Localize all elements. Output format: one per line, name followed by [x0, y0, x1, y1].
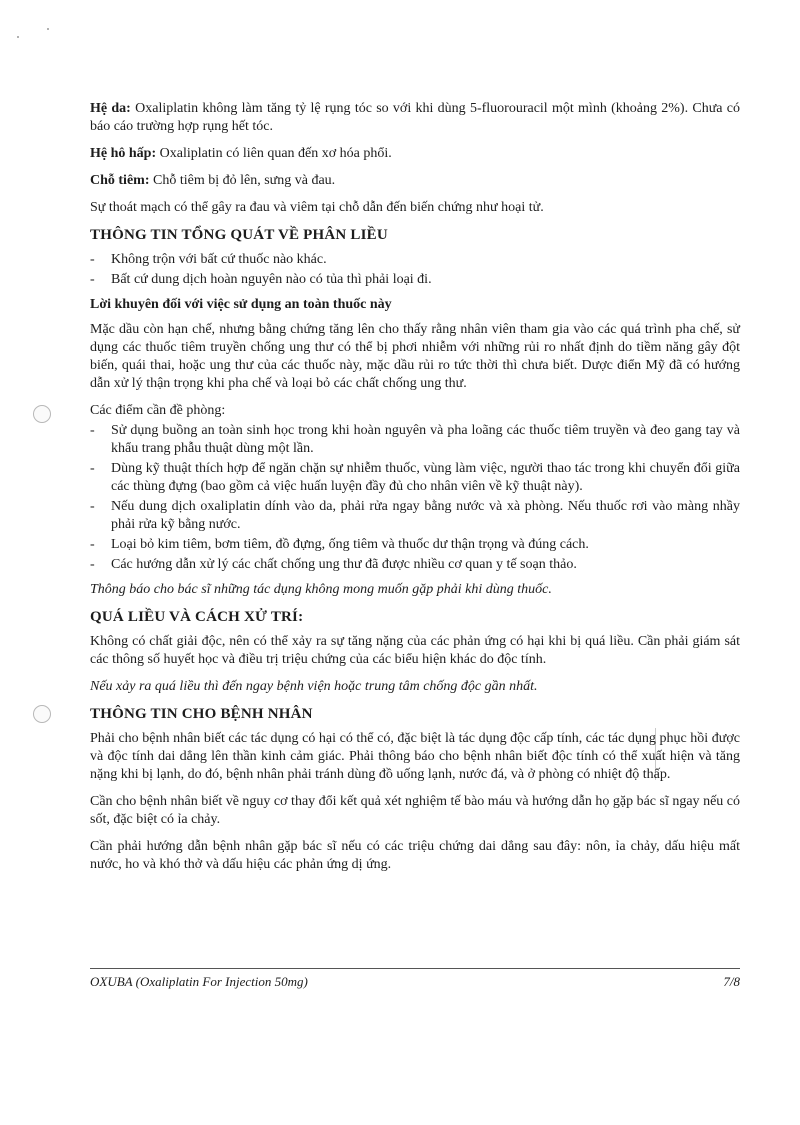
paragraph-cho-tiem [90, 172, 740, 190]
paragraph-he-da [90, 100, 740, 136]
list-item: - Nếu dung dịch oxaliplatin dính vào da, phải rửa ngay bằng nước và xà phòng. Nếu thuốc rơi vào màng nhầy phải rửa kỹ bằng nước. [90, 498, 740, 534]
page-number: 7/8 [723, 974, 740, 989]
paragraph-khong-co: Không có chất giải độc, nên có thể xảy ra sự tăng nặng của các phản ứng có hại khi bị quá liều. Cần phải giám sát các thông số huyết học và điều trị triệu chứng của các biểu hiện khác do độc tính. [90, 634, 740, 667]
paragraph-cac-diem: Các điểm cần đề phòng: [90, 403, 226, 418]
list-item: - Dùng kỹ thuật thích hợp để ngăn chặn sự nhiễm thuốc, vùng làm việc, người thao tác trong khi chuyển đổi giữa các thùng đựng (bao gồm cả việc huấn luyện đầy đủ cho nhân viên về kỹ thuật này). [90, 460, 740, 496]
paragraph-he-ho-hap [90, 145, 740, 163]
label-he-da: Hệ da: [90, 101, 131, 116]
list-de-phong [90, 422, 740, 574]
page-footer [90, 968, 740, 990]
punch-hole [33, 405, 51, 423]
list-item: - Bất cứ dung dịch hoàn nguyên nào có tủa thì phải loại đi. [90, 271, 740, 289]
paragraph-phai-cho: Phải cho bệnh nhân biết các tác dụng có hại có thể có, đặc biệt là tác dụng độc cấp tính, các tác dụng phục hồi được và độc tính dai dẳng lên thần kinh cảm giác. Phải thông báo cho bệnh nhân biết độc tính có thể xuất hiện và tăng nặng khi bị lạnh, do đó, bệnh nhân phải tránh dùng đồ uống lạnh, nước đá, và ở phòng có nhiệt độ thấp. [90, 731, 740, 782]
label-he-ho-hap: Hệ hô hấp: [90, 146, 157, 161]
list-item: - Các hướng dẫn xử lý các chất chống ung thư đã được nhiều cơ quan y tế soạn thảo. [90, 556, 740, 574]
heading-qua-lieu: QUÁ LIỀU VÀ CÁCH XỬ TRÍ: [90, 609, 304, 625]
list-item: - Loại bỏ kim tiêm, bơm tiêm, đồ đựng, ống tiêm và thuốc dư thận trọng và đúng cách. [90, 536, 740, 554]
list-item: - Sử dụng buồng an toàn sinh học trong khi hoàn nguyên và pha loãng các thuốc tiêm truyền và đeo gang tay và khẩu trang phẫu thuật dùng một lần. [90, 422, 740, 458]
heading-loi-khuyen: Lời khuyên đối với việc sử dụng an toàn thuốc này [90, 297, 392, 312]
scan-speck [47, 28, 49, 30]
punch-hole [33, 705, 51, 723]
label-cho-tiem: Chỗ tiêm: [90, 173, 150, 188]
document-body [90, 100, 740, 883]
heading-benh-nhan: THÔNG TIN CHO BỆNH NHÂN [90, 706, 313, 722]
list-phan-lieu [90, 251, 740, 289]
paragraph-mac-dau: Mặc dầu còn hạn chế, nhưng bằng chứng tăng lên cho thấy rằng nhân viên tham gia vào các quá trình pha chế, sử dụng các thuốc tiêm truyền chống ung thư có thể bị phơi nhiễm với những rủi ro nhất định do tiềm năng gây đột biến, quái thai, hoặc ung thư của các thuốc này, mặc dầu rủi ro tức thời thì chưa biết. Dược điển Mỹ đã có hướng dẫn xử lý thận trọng khi pha chế và loại bỏ các chất chống ung thư. [90, 322, 740, 391]
paragraph-can-cho-biet: Cần cho bệnh nhân biết về nguy cơ thay đổi kết quả xét nghiệm tế bào máu và hướng dẫn họ gặp bác sĩ ngay nếu có sốt, đặc biệt có ỉa chảy. [90, 794, 740, 827]
scan-speck [17, 36, 19, 38]
text-cho-tiem: Chỗ tiêm bị đỏ lên, sưng và đau. [149, 173, 336, 188]
text-he-da: Oxaliplatin không làm tăng tỷ lệ rụng tóc so với khi dùng 5-fluorouracil một mình (khoảng 2%). Chưa có báo cáo trường hợp rụng hết tóc. [90, 101, 740, 134]
text-he-ho-hap: Oxaliplatin có liên quan đến xơ hóa phổi. [156, 146, 392, 161]
paragraph-thoat-mach: Sự thoát mạch có thể gây ra đau và viêm tại chỗ dẫn đến biến chứng như hoại tử. [90, 200, 544, 215]
paragraph-can-phai-huong: Cần phải hướng dẫn bệnh nhân gặp bác sĩ nếu có các triệu chứng dai dẳng sau đây: nôn, ỉa chảy, dấu hiệu mất nước, ho và khó thở và dấu hiệu các phản ứng dị ứng. [90, 839, 740, 872]
paragraph-neu-xay-ra: Nếu xảy ra quá liều thì đến ngay bệnh viện hoặc trung tâm chống độc gần nhất. [90, 679, 538, 694]
footer-product: OXUBA (Oxaliplatin For Injection 50mg) [90, 974, 308, 989]
heading-phan-lieu: THÔNG TIN TỔNG QUÁT VỀ PHÂN LIỀU [90, 227, 388, 243]
paragraph-thong-bao: Thông báo cho bác sĩ những tác dụng không mong muốn gặp phải khi dùng thuốc. [90, 582, 552, 597]
list-item: - Không trộn với bất cứ thuốc nào khác. [90, 251, 740, 269]
